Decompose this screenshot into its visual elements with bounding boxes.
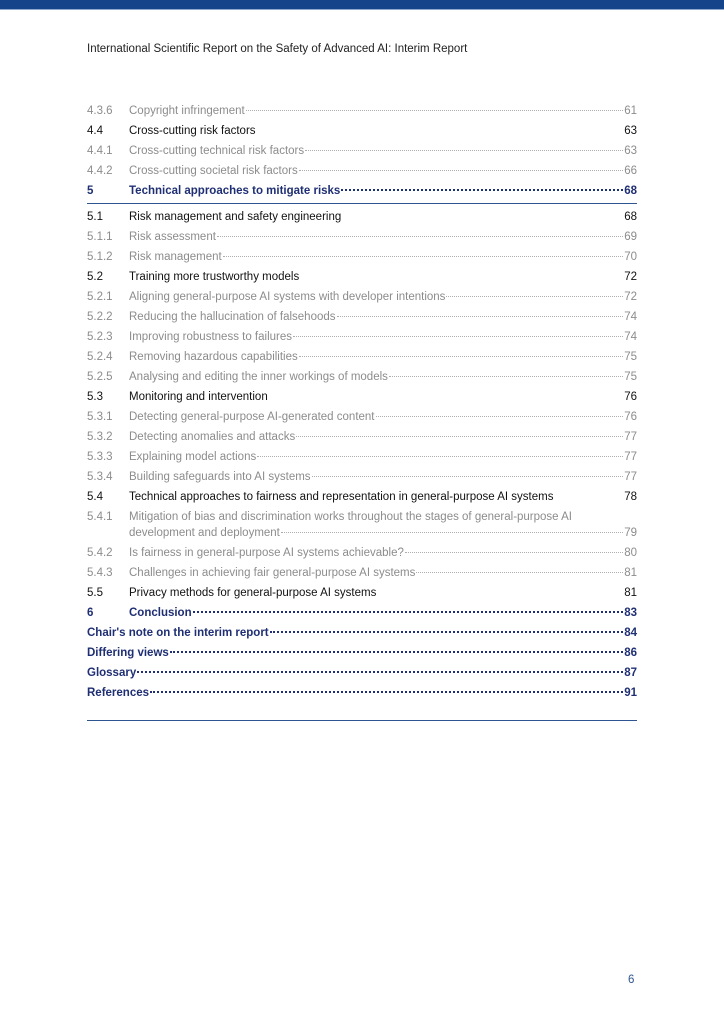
toc-entry-title[interactable]: Building safeguards into AI systems (129, 471, 311, 483)
toc-entry-number: 5.2 (87, 271, 103, 283)
toc-entry-4-4-1[interactable] (87, 141, 637, 161)
toc-entry-title[interactable]: Training more trustworthy models (129, 271, 300, 283)
dot-leader (270, 631, 624, 633)
toc-entry-page[interactable]: 81 (624, 567, 637, 579)
toc-entry-glossary[interactable] (87, 663, 637, 683)
toc-entry-5-2-3[interactable] (87, 327, 637, 347)
toc-entry-5-3-4[interactable] (87, 467, 637, 487)
toc-entry-5-3-3[interactable] (87, 447, 637, 467)
toc-entry-number: 5.4.3 (87, 567, 113, 579)
toc-entry-5-4-3[interactable] (87, 563, 637, 583)
toc-entry-5-4-1[interactable] (87, 507, 637, 543)
toc-entry-6[interactable] (87, 603, 637, 623)
toc-entry-5-2-2[interactable] (87, 307, 637, 327)
toc-entry-page[interactable]: 74 (624, 311, 637, 323)
toc-entry-page[interactable]: 78 (624, 491, 637, 503)
dot-leader (312, 476, 624, 477)
toc-entry-number: 5.5 (87, 587, 103, 599)
top-brand-bar (0, 0, 724, 9)
dot-leader (281, 532, 623, 533)
dot-leader (223, 256, 624, 257)
toc-entry-4-4[interactable] (87, 121, 637, 141)
toc-entry-number: 5.3.2 (87, 431, 113, 443)
toc-entry-title[interactable]: Risk management and safety engineering (129, 211, 342, 223)
table-of-contents (87, 101, 637, 703)
dot-leader (170, 651, 623, 653)
toc-entry-number: 5.4.2 (87, 547, 113, 559)
dot-leader (193, 611, 624, 613)
toc-entry-page[interactable]: 81 (624, 587, 637, 599)
dot-leader (246, 110, 624, 111)
toc-entry-5-3[interactable] (87, 387, 637, 407)
toc-entry-number: 5.4.1 (87, 511, 113, 523)
toc-entry-5-5[interactable] (87, 583, 637, 603)
toc-entry-5-3-2[interactable] (87, 427, 637, 447)
toc-entry-title[interactable]: Chair's note on the interim report (87, 627, 269, 639)
running-header: International Scientific Report on the Safety of Advanced AI: Interim Report (87, 43, 468, 55)
toc-entry-number: 6 (87, 607, 94, 619)
toc-entry-5-2-1[interactable] (87, 287, 637, 307)
toc-entry-page[interactable]: 77 (624, 431, 637, 443)
toc-entry-page[interactable]: 63 (624, 145, 637, 157)
toc-entry-5-4-2[interactable] (87, 543, 637, 563)
dot-leader (296, 436, 623, 437)
toc-entry-page[interactable]: 63 (624, 125, 637, 137)
toc-entry-number: 5.2.5 (87, 371, 113, 383)
toc-entry-number: 5.3.4 (87, 471, 113, 483)
toc-entry-title[interactable]: Explaining model actions (129, 451, 257, 463)
toc-entry-page[interactable]: 61 (624, 105, 637, 117)
toc-entry-title[interactable]: Detecting anomalies and attacks (129, 431, 296, 443)
toc-entry-title[interactable]: Cross-cutting societal risk factors (129, 165, 298, 177)
toc-entry-title[interactable]: Glossary (87, 667, 137, 679)
toc-entry-number: 4.4 (87, 125, 103, 137)
dot-leader (150, 691, 623, 693)
toc-entry-number: 4.3.6 (87, 105, 113, 117)
toc-entry-4-4-2[interactable] (87, 161, 637, 181)
toc-entry-page[interactable]: 84 (624, 627, 637, 639)
toc-entry-number: 5.2.4 (87, 351, 113, 363)
toc-entry-page[interactable]: 66 (624, 165, 637, 177)
toc-entry-page[interactable]: 76 (624, 411, 637, 423)
toc-entry-page[interactable]: 86 (624, 647, 637, 659)
toc-entry-5-2-5[interactable] (87, 367, 637, 387)
dot-leader (337, 316, 624, 317)
toc-entry-title[interactable]: Copyright infringement (129, 105, 245, 117)
toc-entry-page[interactable]: 75 (624, 351, 637, 363)
toc-entry-title[interactable]: Conclusion (129, 607, 192, 619)
toc-entry-5-3-1[interactable] (87, 407, 637, 427)
toc-entry-title[interactable]: Differing views (87, 647, 169, 659)
toc-entry-title[interactable]: Cross-cutting technical risk factors (129, 145, 305, 157)
top-brand-bar-highlight (0, 9, 724, 10)
toc-entry-4-3-6[interactable] (87, 101, 637, 121)
toc-entry-title[interactable]: Detecting general-purpose AI-generated content (129, 411, 375, 423)
toc-entry-number: 4.4.2 (87, 165, 113, 177)
toc-entry-page[interactable]: 77 (624, 471, 637, 483)
toc-entry-number: 5.3 (87, 391, 103, 403)
toc-entry-page[interactable]: 72 (624, 271, 637, 283)
toc-entry-page[interactable]: 79 (624, 527, 637, 539)
dot-leader (299, 170, 623, 171)
toc-entry-title[interactable]: Reducing the hallucination of falsehoods (129, 311, 336, 323)
toc-entry-title[interactable]: Technical approaches to fairness and representation in general-purpose AI systems (129, 491, 554, 503)
toc-entry-number: 5.1.2 (87, 251, 113, 263)
toc-entry-number: 4.4.1 (87, 145, 113, 157)
toc-entry-chairs-note[interactable] (87, 623, 637, 643)
dot-leader (376, 416, 624, 417)
toc-entry-title[interactable]: Aligning general-purpose AI systems with developer intentions (129, 291, 446, 303)
toc-entry-5-1[interactable] (87, 207, 637, 227)
toc-entry-title[interactable]: Cross-cutting risk factors (129, 125, 256, 137)
toc-entry-differing-views[interactable] (87, 643, 637, 663)
toc-entry-title-line-1[interactable]: Mitigation of bias and discrimination works throughout the stages of general-purpose AI (129, 511, 573, 523)
toc-entry-title[interactable]: References (87, 687, 150, 699)
toc-entry-references[interactable] (87, 683, 637, 703)
toc-entry-page[interactable]: 72 (624, 291, 637, 303)
dot-leader (341, 189, 623, 191)
toc-entry-5-1-1[interactable] (87, 227, 637, 247)
dot-leader (416, 572, 623, 573)
dot-leader (299, 356, 623, 357)
toc-entry-number: 5.2.2 (87, 311, 113, 323)
toc-entry-title-line-2[interactable]: development and deployment (129, 527, 280, 539)
toc-entry-title[interactable]: Analysing and editing the inner workings of models (129, 371, 388, 383)
toc-entry-5-1-2[interactable] (87, 247, 637, 267)
toc-entry-page[interactable]: 75 (624, 371, 637, 383)
toc-entry-5[interactable] (87, 181, 637, 201)
toc-entry-title[interactable]: Technical approaches to mitigate risks (129, 185, 341, 197)
toc-entry-title[interactable]: Removing hazardous capabilities (129, 351, 298, 363)
toc-entry-5-2-4[interactable] (87, 347, 637, 367)
dot-leader (446, 296, 623, 297)
toc-entry-page[interactable]: 77 (624, 451, 637, 463)
toc-entry-5-4[interactable] (87, 487, 637, 507)
toc-entry-number: 5.1.1 (87, 231, 113, 243)
toc-entry-page[interactable]: 68 (624, 211, 637, 223)
toc-entry-number: 5.4 (87, 491, 103, 503)
toc-entry-page[interactable]: 80 (624, 547, 637, 559)
section-divider (87, 203, 637, 204)
toc-entry-page[interactable]: 68 (624, 185, 637, 197)
toc-entry-page[interactable]: 76 (624, 391, 637, 403)
toc-entry-number: 5.2.1 (87, 291, 113, 303)
toc-entry-title[interactable]: Risk management (129, 251, 222, 263)
toc-entry-title[interactable]: Risk assessment (129, 231, 216, 243)
dot-leader (257, 456, 623, 457)
toc-entry-title[interactable]: Improving robustness to failures (129, 331, 292, 343)
toc-entry-page[interactable]: 74 (624, 331, 637, 343)
toc-entry-number: 5.1 (87, 211, 103, 223)
dot-leader (405, 552, 623, 553)
page-number: 6 (628, 974, 635, 986)
toc-entry-title[interactable]: Privacy methods for general-purpose AI systems (129, 587, 377, 599)
dot-leader (293, 336, 623, 337)
dot-leader (389, 376, 623, 377)
dot-leader (305, 150, 623, 151)
toc-entry-page[interactable]: 91 (624, 687, 637, 699)
toc-entry-number: 5.3.1 (87, 411, 113, 423)
toc-entry-title[interactable]: Challenges in achieving fair general-purpose AI systems (129, 567, 416, 579)
toc-entry-5-2[interactable] (87, 267, 637, 287)
toc-entry-page[interactable]: 69 (624, 231, 637, 243)
toc-entry-number: 5 (87, 185, 94, 197)
toc-entry-number: 5.2.3 (87, 331, 113, 343)
toc-entry-page[interactable]: 70 (624, 251, 637, 263)
toc-entry-number: 5.3.3 (87, 451, 113, 463)
toc-entry-page[interactable]: 83 (624, 607, 637, 619)
dot-leader (217, 236, 623, 237)
toc-entry-page[interactable]: 87 (624, 667, 637, 679)
toc-entry-title[interactable]: Monitoring and intervention (129, 391, 268, 403)
dot-leader (137, 671, 623, 673)
toc-entry-title[interactable]: Is fairness in general-purpose AI systems achievable? (129, 547, 404, 559)
toc-bottom-rule (87, 720, 637, 721)
